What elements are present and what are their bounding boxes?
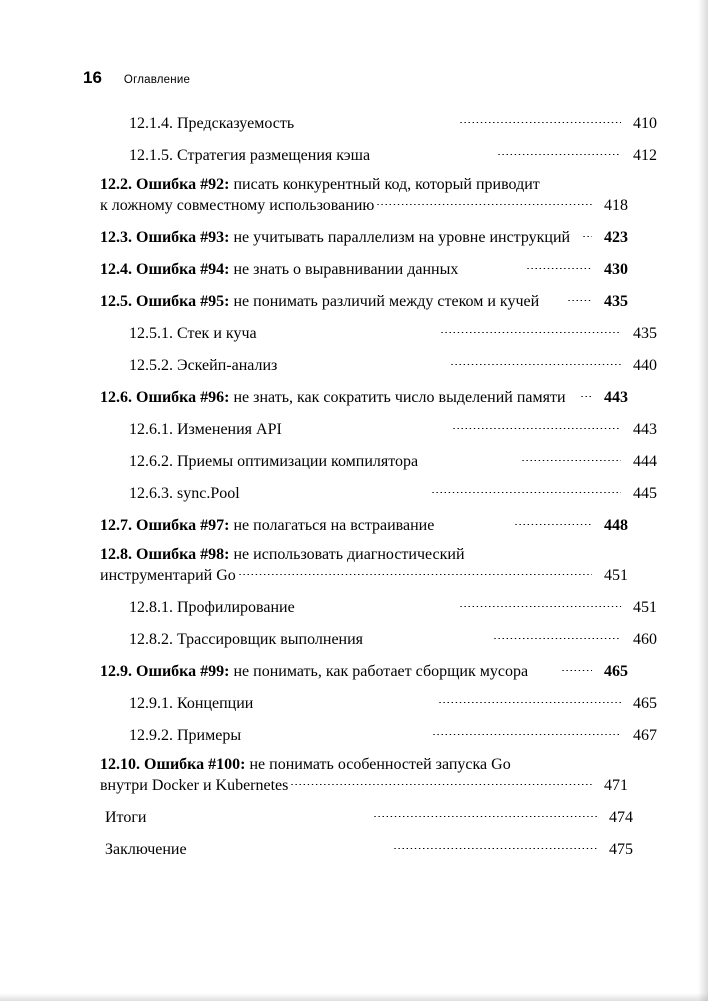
toc-entry-page: 418 <box>604 197 628 214</box>
toc-entry[interactable] <box>100 660 628 681</box>
dot-leader <box>450 354 621 370</box>
toc-entry-title: Примеры <box>177 727 242 744</box>
toc-entry-error-label: Ошибка #99: <box>136 663 230 680</box>
dot-leader <box>432 724 621 740</box>
dot-leader <box>452 418 621 434</box>
toc-entry-number: 12.5.1. <box>129 325 173 342</box>
toc-entry-title-cont: внутри Docker и Kubernetes <box>100 777 289 794</box>
toc-entry-text <box>129 115 457 133</box>
toc-entry-text <box>129 357 448 375</box>
toc-entry-page: 443 <box>633 421 657 438</box>
toc-entry-number: 12.5. <box>100 293 132 310</box>
toc-entry-title: Приемы оптимизации компилятора <box>177 453 419 470</box>
toc-entry[interactable] <box>100 322 657 343</box>
toc-entry-line-1 <box>100 546 628 564</box>
toc-entry-error-label: Ошибка #96: <box>136 389 230 406</box>
dot-leader <box>431 482 621 498</box>
toc-entry-number: 12.6.2. <box>129 453 173 470</box>
toc-entry-number: 12.6. <box>100 389 132 406</box>
toc-entry-text <box>129 485 429 503</box>
toc-entry-title: Профилирование <box>177 599 295 616</box>
toc-entry-number: 12.6.3. <box>129 485 173 502</box>
dot-leader <box>521 450 621 466</box>
toc-entry-error-label: Ошибка #93: <box>136 229 230 246</box>
toc-entry-title: Трассировщик выполнения <box>177 631 364 648</box>
dot-leader <box>582 226 592 242</box>
toc-entry-page: 440 <box>633 357 657 374</box>
toc-entry-page: 471 <box>604 777 628 794</box>
dot-leader <box>376 194 592 210</box>
dot-leader <box>290 774 592 790</box>
toc-entry-page: 475 <box>609 841 633 858</box>
toc-entry-title: Предсказуемость <box>177 115 295 132</box>
toc-entry-title: не знать о выравнивании данных <box>233 261 459 278</box>
toc-entry[interactable] <box>100 176 628 215</box>
toc-entry-number: 12.8.2. <box>129 631 173 648</box>
toc-entry-page: 430 <box>604 261 628 278</box>
toc-entry-title: не понимать различий между стеком и кучей <box>233 293 540 310</box>
toc-entry-page: 448 <box>604 517 628 534</box>
running-head <box>83 68 190 88</box>
toc-entry[interactable] <box>100 514 628 535</box>
toc-entry[interactable] <box>100 112 657 133</box>
toc-entry-number: 12.8. <box>100 546 132 563</box>
toc-entry-number: 12.4. <box>100 261 132 278</box>
toc-entry-title: Итоги <box>105 809 147 826</box>
toc-entry[interactable] <box>100 692 657 713</box>
toc-entry[interactable] <box>100 354 657 375</box>
toc-entry-number: 12.9.2. <box>129 727 173 744</box>
toc-entry[interactable] <box>100 546 628 585</box>
page-edge-shadow-bottom <box>0 993 708 1001</box>
dot-leader <box>440 322 621 338</box>
toc-entry[interactable] <box>100 838 633 859</box>
toc-entry[interactable] <box>100 756 628 795</box>
toc-entry-title: не знать, как сократить число выделений памяти <box>233 389 566 406</box>
toc-entry-number: 12.3. <box>100 229 132 246</box>
toc-entry-page: 412 <box>633 147 657 164</box>
toc-entry-text <box>129 599 457 617</box>
toc-entry[interactable] <box>100 724 657 745</box>
running-head-title: Оглавление <box>123 74 191 86</box>
toc-entry[interactable] <box>100 596 657 617</box>
dot-leader <box>393 838 597 854</box>
toc-entry-page: 435 <box>604 293 628 310</box>
toc-entry[interactable] <box>100 482 657 503</box>
toc-entry-title-cont: инструментарий Go <box>100 567 236 584</box>
toc-entry[interactable] <box>100 386 628 407</box>
dot-leader <box>438 692 621 708</box>
toc-entry-title: Стек и куча <box>177 325 257 342</box>
toc-entry-title: Эскейп-анализ <box>177 357 278 374</box>
toc-entry-number: 12.1.5. <box>129 147 173 164</box>
toc-entry[interactable] <box>100 418 657 439</box>
dot-leader <box>580 386 592 402</box>
table-of-contents <box>100 112 658 870</box>
toc-entry-title-cont: к ложному совместному использованию <box>100 197 375 214</box>
dot-leader <box>526 258 592 274</box>
toc-entry-text <box>129 453 519 471</box>
toc-entry-title: не понимать особенностей запуска Go <box>249 756 511 773</box>
toc-entry[interactable] <box>100 144 657 165</box>
page-number: 16 <box>83 68 102 87</box>
toc-entry-line-2 <box>100 564 628 585</box>
dot-leader <box>514 514 592 530</box>
toc-entry-page: 474 <box>609 809 633 826</box>
toc-entry-title: писать конкурентный код, который приводит <box>233 176 540 193</box>
toc-entry[interactable] <box>100 226 628 247</box>
page-edge-shadow-right <box>698 0 708 1001</box>
toc-entry-text <box>100 389 578 407</box>
toc-entry-page: 423 <box>604 229 629 246</box>
dot-leader <box>497 144 621 160</box>
toc-entry[interactable] <box>100 806 633 827</box>
toc-entry-title: Изменения API <box>177 421 282 438</box>
toc-entry-page: 460 <box>633 631 657 648</box>
toc-entry[interactable] <box>100 450 657 471</box>
toc-entry-line-2 <box>100 194 628 215</box>
toc-entry[interactable] <box>100 290 628 311</box>
toc-entry-title: не учитывать параллелизм на уровне инструкций <box>233 229 571 246</box>
toc-entry-page: 445 <box>633 485 658 502</box>
toc-entry-page: 435 <box>633 325 657 342</box>
toc-entry-line-1 <box>100 756 628 774</box>
toc-entry-error-label: Ошибка #94: <box>136 261 230 278</box>
toc-entry-page: 443 <box>604 389 629 406</box>
toc-entry[interactable] <box>100 628 657 649</box>
toc-entry-title: не использовать диагностический <box>233 546 465 563</box>
dot-leader <box>373 806 597 822</box>
toc-entry-title: sync.Pool <box>177 485 240 502</box>
toc-entry-title: не понимать, как работает сборщик мусора <box>233 663 529 680</box>
toc-entry-text <box>129 421 450 439</box>
toc-entry-error-label: Ошибка #95: <box>136 293 230 310</box>
dot-leader <box>493 628 621 644</box>
toc-entry-page: 451 <box>633 599 658 616</box>
toc-entry-number: 12.5.2. <box>129 357 173 374</box>
toc-entry-text <box>105 809 371 827</box>
dot-leader <box>561 660 592 676</box>
toc-entry-title: не полагаться на встраивание <box>233 517 435 534</box>
toc-entry-text <box>100 261 524 279</box>
toc-entry-text <box>100 517 512 535</box>
toc-entry-number: 12.6.1. <box>129 421 173 438</box>
toc-entry-text <box>105 841 391 859</box>
toc-entry-error-label: Ошибка #98: <box>136 546 230 563</box>
toc-entry-page: 444 <box>633 453 658 470</box>
toc-entry-number: 12.1.4. <box>129 115 173 132</box>
toc-entry-number: 12.9. <box>100 663 132 680</box>
dot-leader <box>567 290 592 306</box>
toc-entry-line-1 <box>100 176 628 194</box>
toc-entry-number: 12.2. <box>100 176 132 193</box>
toc-entry-page: 410 <box>633 115 658 132</box>
toc-entry-text <box>129 325 438 343</box>
dot-leader <box>459 596 621 612</box>
toc-entry-text <box>129 147 495 165</box>
toc-entry-page: 465 <box>604 663 629 680</box>
toc-entry-title: Заключение <box>105 841 187 858</box>
toc-entry[interactable] <box>100 258 628 279</box>
toc-entry-text <box>100 663 559 681</box>
toc-entry-error-label: Ошибка #100: <box>144 756 246 773</box>
toc-entry-title: Концепции <box>177 695 254 712</box>
toc-entry-error-label: Ошибка #97: <box>136 517 230 534</box>
toc-entry-number: 12.8.1. <box>129 599 173 616</box>
toc-entry-line-2 <box>100 774 628 795</box>
dot-leader <box>459 112 621 128</box>
toc-entry-number: 12.10. <box>100 756 140 773</box>
dot-leader <box>238 564 592 580</box>
toc-entry-number: 12.9.1. <box>129 695 173 712</box>
toc-entry-title: Стратегия размещения кэша <box>177 147 371 164</box>
toc-entry-text <box>129 631 491 649</box>
toc-entry-number: 12.7. <box>100 517 132 534</box>
toc-entry-text <box>129 727 430 745</box>
toc-entry-text <box>129 695 436 713</box>
toc-entry-page: 451 <box>604 567 628 584</box>
toc-entry-page: 467 <box>633 727 657 744</box>
toc-entry-text <box>100 293 565 311</box>
toc-entry-text <box>100 229 580 247</box>
toc-entry-error-label: Ошибка #92: <box>136 176 230 193</box>
toc-entry-page: 465 <box>633 695 658 712</box>
